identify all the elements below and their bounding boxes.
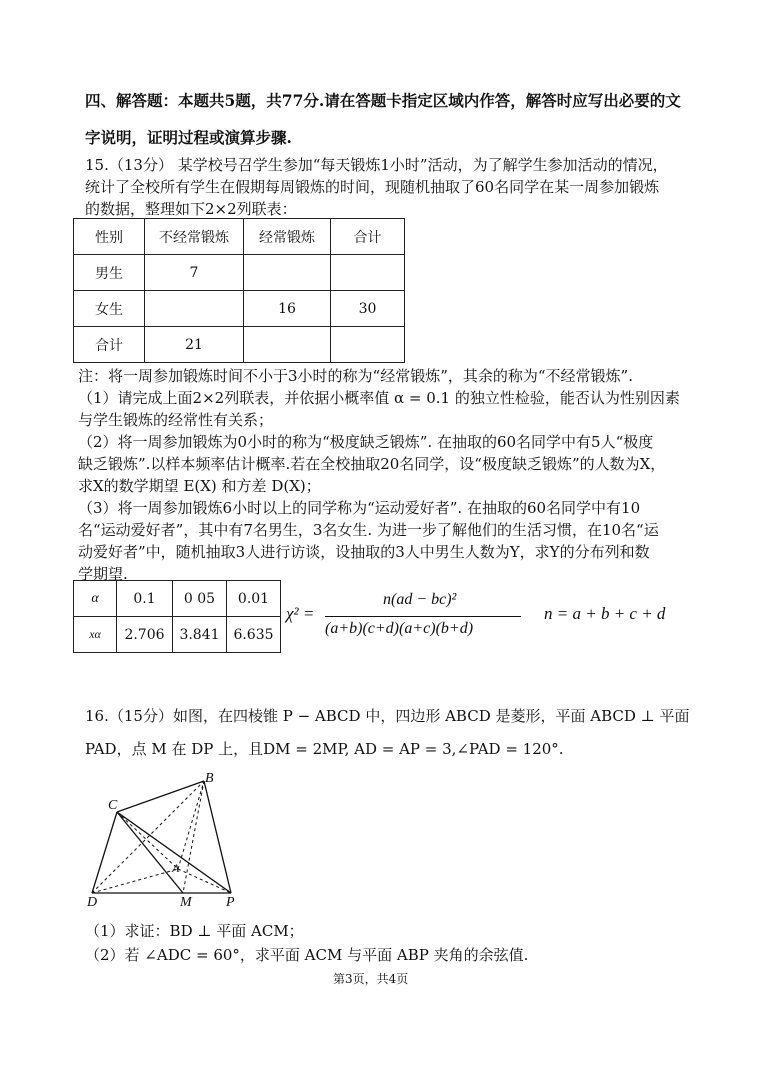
table-cell: 0.01 <box>227 581 281 617</box>
edge-CA-hidden <box>117 812 178 869</box>
table-cell: 0.1 <box>117 581 173 617</box>
chi-square-numerator: n(ad − bc)² <box>383 591 457 608</box>
table-row <box>74 327 405 363</box>
table-row <box>74 617 281 653</box>
q16-part2: （2）若 ∠ADC = 60°，求平面 ACM 与平面 ABP 夹角的余弦值. <box>85 946 529 964</box>
label-B: B <box>205 771 214 786</box>
q15-part2-line1: （2）将一周参加锻炼为0小时的称为“极度缺乏锻炼”. 在抽取的60名同学中有5人“极度 <box>78 433 654 451</box>
q15-part3-line4: 学期望. <box>78 565 128 583</box>
q15-part3-line2: 名“运动爱好者”，其中有7名男生，3名女生. 为进一步了解他们的生活习惯，在10名“运 <box>78 521 659 539</box>
table-cell: α <box>74 581 117 617</box>
table-cell <box>244 327 331 363</box>
label-A: A <box>172 861 180 875</box>
table-cell: 7 <box>145 255 244 291</box>
table-cell: 21 <box>145 327 244 363</box>
section-header-line2: 字说明，证明过程或演算步骤. <box>85 128 292 147</box>
edge-CD <box>92 812 117 893</box>
label-D: D <box>87 895 98 910</box>
critical-value-table <box>73 580 281 653</box>
table-cell: 女生 <box>74 291 145 327</box>
q15-part2-line2: 缺乏锻炼”.以样本频率估计概率.若在全校抽取20名同学，设“极度缺乏锻炼”的人数为X， <box>78 455 666 473</box>
q15-intro-line3: 的数据，整理如下2×2列联表： <box>85 200 297 218</box>
contingency-header-row <box>74 219 405 255</box>
chi-square-lhs: χ² = <box>286 604 315 623</box>
table-cell: 3.841 <box>173 617 227 653</box>
q16-line2: PAD，点 M 在 DP 上，且DM = 2MP, AD = AP = 3,∠PAD = 120°. <box>85 740 564 758</box>
table-header-cell: 性别 <box>74 219 145 255</box>
fraction-bar <box>325 616 521 617</box>
table-cell: 合计 <box>74 327 145 363</box>
label-P: P <box>226 895 235 910</box>
table-row <box>74 581 281 617</box>
chi-square-denominator: (a+b)(c+d)(a+c)(b+d) <box>325 620 474 637</box>
table-cell: 2.706 <box>117 617 173 653</box>
table-row <box>74 255 405 291</box>
table-cell <box>331 327 405 363</box>
table-row <box>74 291 405 327</box>
table-header-cell: 经常锻炼 <box>244 219 331 255</box>
table-cell <box>331 255 405 291</box>
table-cell: 16 <box>244 291 331 327</box>
contingency-table <box>73 218 405 363</box>
q16-line1: 16.（15分）如图，在四棱锥 P − ABCD 中，四边形 ABCD 是菱形，平面 ABCD ⊥ 平面 <box>85 707 690 725</box>
q15-part1-line1: （1）请完成上面2×2列联表，并依据小概率值 α = 0.1 的独立性检验，能否认为性别因素 <box>78 389 680 407</box>
table-cell <box>244 255 331 291</box>
pyramid-figure <box>80 765 250 895</box>
q15-note: 注：将一周参加锻炼时间不小于3小时的称为“经常锻炼”，其余的称为“不经常锻炼”. <box>78 367 633 385</box>
table-cell: 6.635 <box>227 617 281 653</box>
table-cell <box>145 291 244 327</box>
q15-part3-line1: （3）将一周参加锻炼6小时以上的同学称为“运动爱好者”. 在抽取的60名同学中有10 <box>78 499 641 517</box>
n-definition: n = a + b + c + d <box>544 604 666 623</box>
q15-intro-line1: 15.（13分） 某学校号召学生参加“每天锻炼1小时”活动，为了解学生参加活动的情况， <box>85 156 668 174</box>
table-header-cell: 不经常锻炼 <box>145 219 244 255</box>
q16-part1: （1）求证：BD ⊥ 平面 ACM； <box>85 922 304 940</box>
edge-CB <box>117 781 204 812</box>
table-cell: 男生 <box>74 255 145 291</box>
edge-AP-hidden <box>178 869 231 893</box>
page-footer: 第3页，共4页 <box>333 972 409 986</box>
table-cell: xα <box>74 617 117 653</box>
q15-part3-line3: 动爱好者”中，随机抽取3人进行访谈，设抽取的3人中男生人数为Y，求Y的分布列和数 <box>78 543 650 561</box>
q15-part1-line2: 与学生锻炼的经常性有关系； <box>78 411 274 429</box>
label-M: M <box>180 895 192 910</box>
table-cell: 0 05 <box>173 581 227 617</box>
q15-intro-line2: 统计了全校所有学生在假期每周锻炼的时间，现随机抽取了60名同学在某一周参加锻炼 <box>85 178 660 196</box>
label-C: C <box>108 798 118 813</box>
edge-DA-hidden <box>92 869 178 893</box>
edge-BM-hidden <box>183 781 204 893</box>
section-header-line1: 四、解答题：本题共5题，共77分.请在答题卡指定区域内作答，解答时应写出必要的文 <box>85 91 681 110</box>
q15-part2-line3: 求X的数学期望 E(X) 和方差 D(X)； <box>78 477 321 495</box>
table-cell: 30 <box>331 291 405 327</box>
table-header-cell: 合计 <box>331 219 405 255</box>
